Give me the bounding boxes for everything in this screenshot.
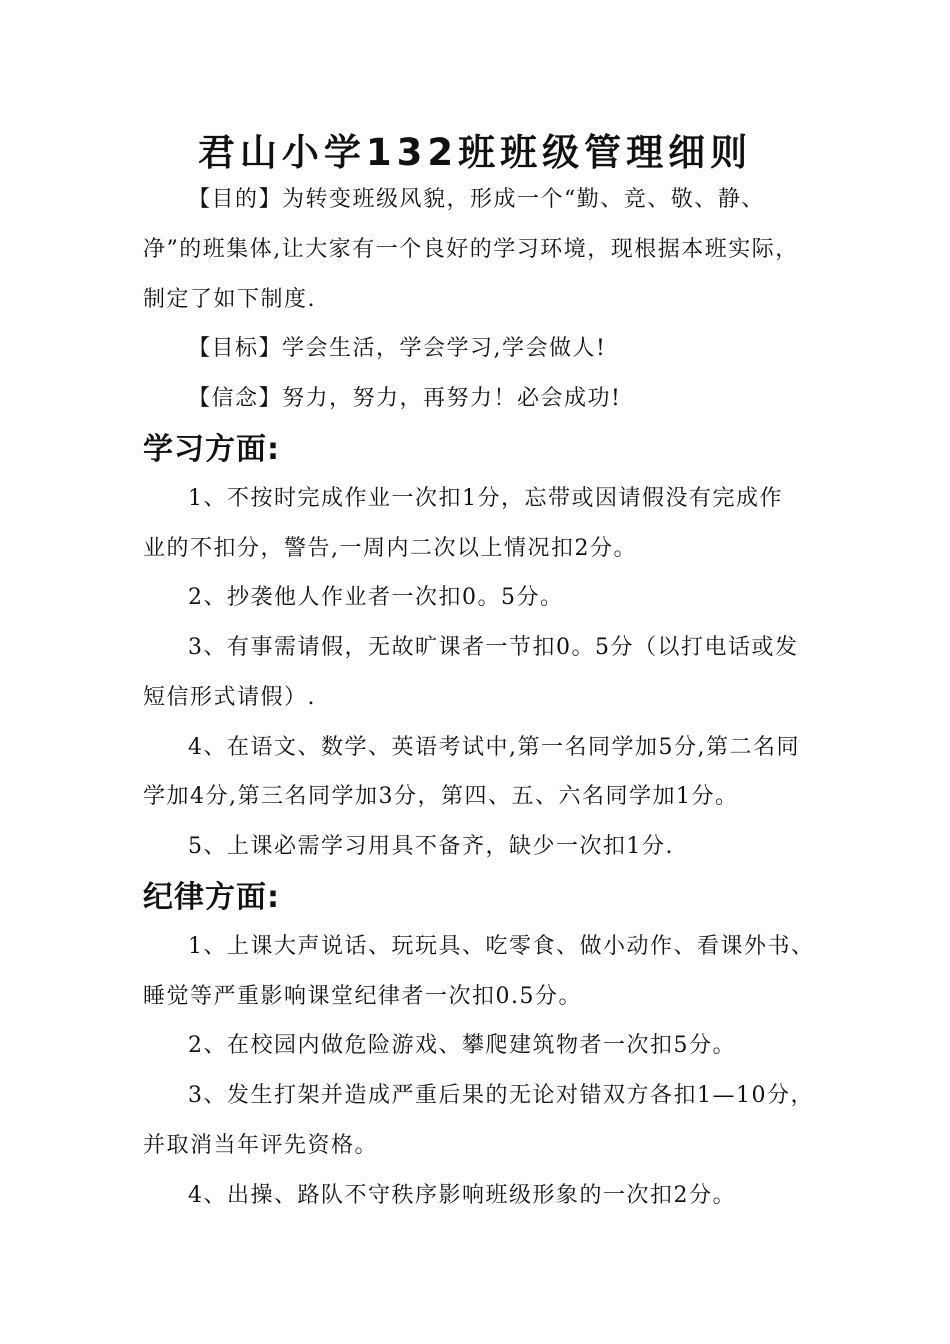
discipline-item-3-line-1: 3、发生打架并造成严重后果的无论对错双方各扣1—10分，: [188, 1083, 814, 1108]
study-item-3-line-1: 3、有事需请假，无故旷课者一节扣0。5分（以打电话或发: [188, 635, 799, 660]
purpose-line-2: 净”的班集体,让大家有一个良好的学习环境，现根据本班实际，: [143, 237, 799, 262]
discipline-item-1-line-1: 1、上课大声说话、玩玩具、吃零食、做小动作、看课外书、: [188, 934, 815, 959]
discipline-item-3-line-2: 并取消当年评先资格。: [143, 1133, 379, 1158]
discipline-section-heading: 纪律方面:: [143, 880, 280, 915]
goal-line: 【目标】学会生活，学会学习,学会做人!: [188, 336, 607, 361]
discipline-item-4: 4、出操、路队不守秩序影响班级形象的一次扣2分。: [188, 1183, 736, 1208]
study-section-heading: 学习方面:: [143, 432, 280, 467]
document-title: 君山小学132班班级管理细则: [197, 131, 753, 174]
study-item-1-line-2: 业的不扣分，警告,一周内二次以上情况扣2分。: [143, 536, 637, 561]
discipline-item-2: 2、在校园内做危险游戏、攀爬建筑物者一次扣5分。: [188, 1033, 736, 1058]
purpose-line-3: 制定了如下制度.: [143, 287, 316, 312]
study-item-1-line-1: 1、不按时完成作业一次扣1分，忘带或因请假没有完成作: [188, 486, 783, 511]
study-item-4-line-1: 4、在语文、数学、英语考试中,第一名同学加5分,第二名同: [188, 735, 800, 760]
study-item-2: 2、抄袭他人作业者一次扣0。5分。: [188, 585, 564, 610]
study-item-5: 5、上课必需学习用具不备齐，缺少一次扣1分.: [188, 834, 674, 859]
belief-line: 【信念】努力，努力，再努力！必会成功!: [188, 386, 622, 411]
purpose-line-1: 【目的】为转变班级风貌，形成一个“勤、竞、敬、静、: [188, 187, 765, 212]
study-item-3-line-2: 短信形式请假）.: [143, 685, 316, 710]
discipline-item-1-line-2: 睡觉等严重影响课堂纪律者一次扣0.5分。: [143, 984, 582, 1009]
study-item-4-line-2: 学加4分,第三名同学加3分，第四、五、六名同学加1分。: [143, 784, 739, 809]
